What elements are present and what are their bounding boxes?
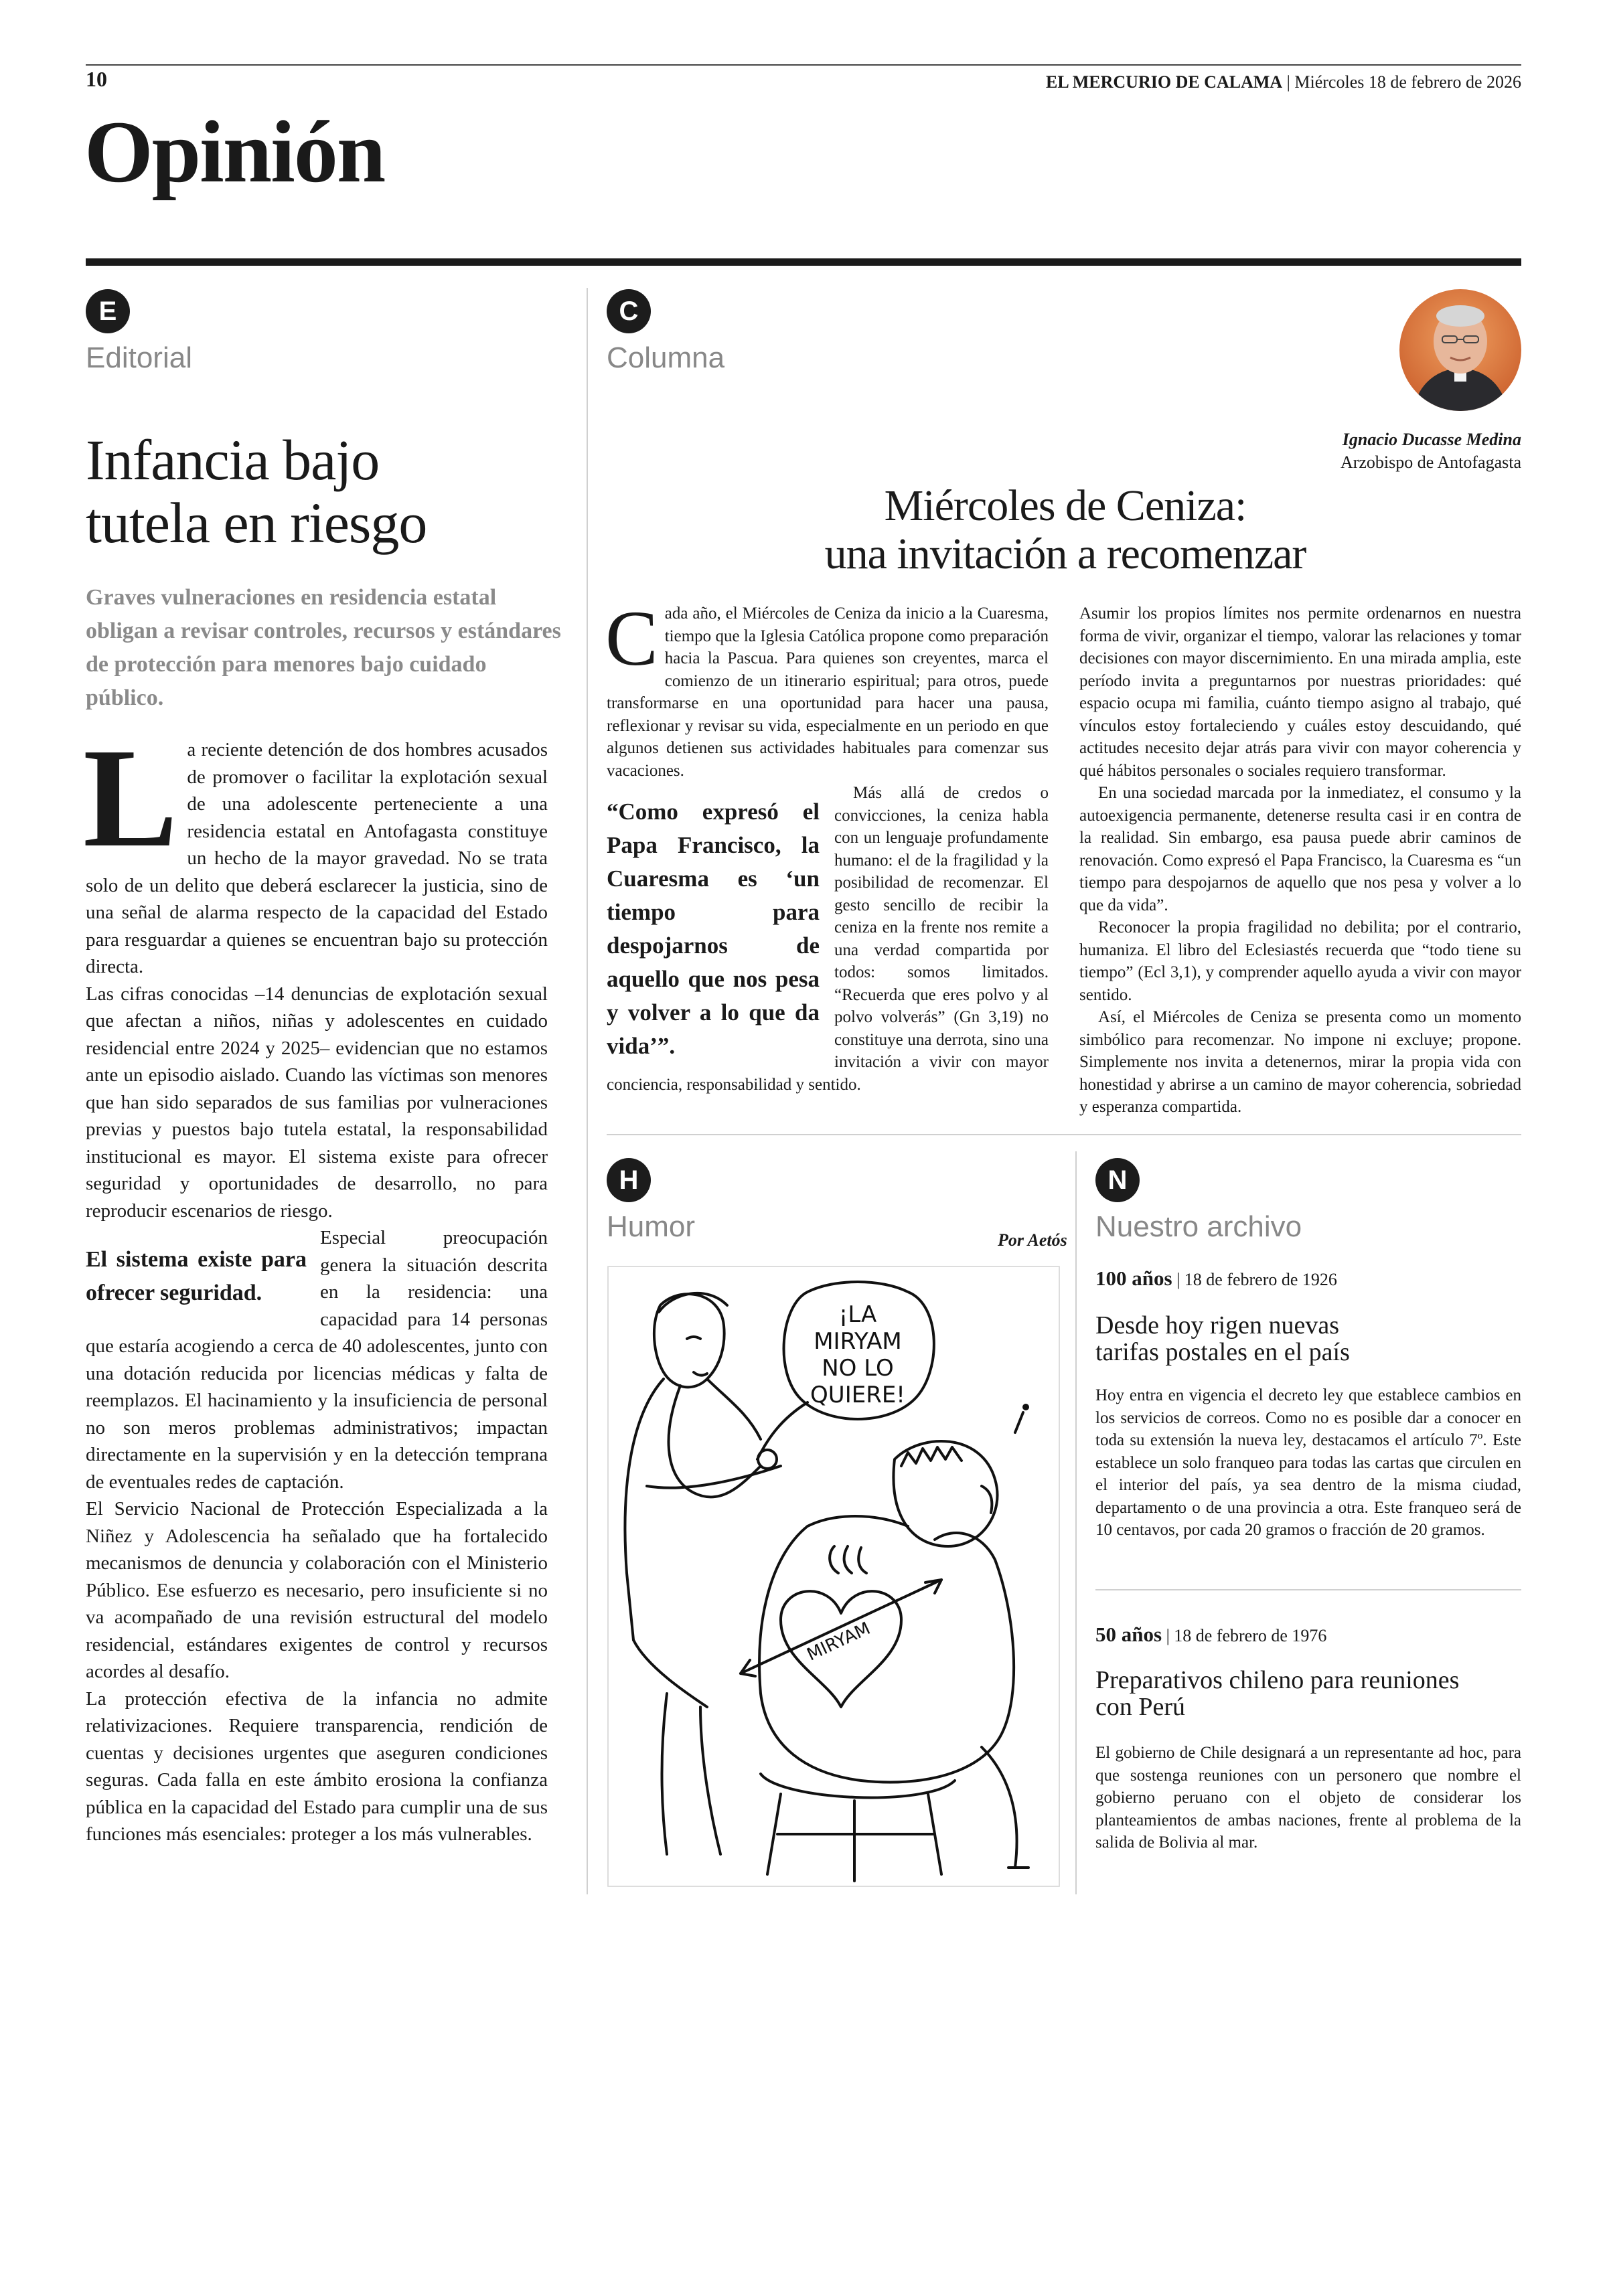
column-title-line1: Miércoles de Ceniza: [884, 481, 1247, 530]
editorial-title [86, 428, 568, 554]
heart-label: MIRYAM [804, 1618, 874, 1665]
column-dropcap: C [605, 594, 658, 682]
archive-headline [1095, 1312, 1521, 1366]
humor-byline: Por Aetós [998, 1230, 1067, 1250]
editorial-pull-quote: El sistema existe para ofrecer seguridad. [86, 1247, 307, 1305]
column-title-line2: una invitación a recomenzar [824, 529, 1306, 578]
author-photo [1399, 289, 1521, 411]
column-divider-lower [1075, 1151, 1077, 1894]
archive-date: 18 de febrero de 1926 [1184, 1270, 1337, 1289]
archive-divider [1095, 1589, 1521, 1590]
editorial-paragraph: La protección efectiva de la infancia no admite relativizaciones. Requiere transparencia, rendición de cuentas y decisiones urgentes que aseguren condiciones seguras. Cada falla en este ámbito erosiona la confianza pública en la capacidad del Estado para cumplir una de sus funciones más esenciales: proteger a los más vulnerables. [86, 1688, 548, 1845]
editorial-paragraph: a reciente detención de dos hombres acusados de promover o facilitar la explotación sexual de una adolescente perteneciente a una residencia estatal en Antofagasta constituye un hecho de la mayor gravedad. No se trata solo de un delito que deberá esclarecer la justicia, sino de una señal de alarma respecto de la capacidad del Estado para resguardar a quienes se encuentran bajo su protección directa. [86, 739, 548, 977]
column-paragraph: Reconocer la propia fragilidad no debilita; por el contrario, humaniza. El libro del Eclesiastés recuerda que “todo tiene su tiempo” (Ecl 3,1), y comprender aquello ayuda a vivir con mayor sentido. [1079, 918, 1521, 1004]
archive-headline [1095, 1667, 1521, 1720]
author-portrait-icon [1399, 289, 1521, 411]
author-name: Ignacio Ducasse Medina [1342, 430, 1521, 449]
editorial-badge: E [86, 289, 130, 333]
bubble-line1: ¡LA [838, 1301, 877, 1328]
column-badge: C [607, 289, 651, 333]
editorial-kicker: Editorial [86, 341, 192, 374]
column-paragraph: ada año, el Miércoles de Ceniza da inicio a la Cuaresma, tiempo que la Iglesia Católica propone como preparación hacia la Pascua. Para quienes son creyentes, marca el comienzo de un itinerario espiritual; para otros, puede transformarse en una oportunidad para hacer una pausa, reflexionar y revisar su vida, especialmente en un periodo en que algunos detienen sus actividades habituales para comenzar sus vacaciones. [607, 604, 1049, 780]
column-title [609, 482, 1521, 578]
bubble-line2: MIRYAM [814, 1328, 902, 1355]
author-role: Arzobispo de Antofagasta [1340, 453, 1521, 472]
column-paragraph: En una sociedad marcada por la inmediatez, el consumo y la autoexigencia permanente, detenerse resulta casi ir en contra de la realidad. Sin embargo, esa pausa puede abrir caminos de renovación. Como expresó el Papa Francisco, la Cuaresma es “un tiempo para despojarnos de aquello que nos pesa y volver a lo que da vida”. [1079, 784, 1521, 914]
middle-rule [607, 1134, 1521, 1135]
header-rule [86, 64, 1521, 66]
section-title: Opinión [84, 102, 385, 201]
masthead-paper: EL MERCURIO DE CALAMA [1045, 72, 1283, 92]
column-pull-quote: “Como expresó el Papa Francisco, la Cuaresma es ‘un tiempo para despojarnos de aquello que nos pesa y volver a lo que da vida’”. [607, 799, 820, 1059]
editorial-paragraph: Las cifras conocidas –14 denuncias de explotación sexual que afectan a niños, niñas y adolescentes en cuidado residencial entre 2024 y 2025– evidencian que no estamos ante un episodio aislado. Cuando las víctimas son menores que han sido separados de sus familias por vulneraciones previas y puestos bajo tutela estatal, la responsabilidad institucional es mayor. El sistema existe para ofrecer seguridad y oportunidades de desarrollo, no para reproducir escenarios de riesgo. [86, 983, 548, 1222]
column-kicker: Columna [607, 341, 725, 374]
archive-item-date-row: 100 años | 18 de febrero de 1926 [1095, 1266, 1337, 1290]
column-text-right [1079, 602, 1521, 1119]
editorial-body [83, 719, 548, 1848]
archive-kicker: Nuestro archivo [1095, 1210, 1302, 1243]
page-number: 10 [86, 67, 107, 91]
humor-badge: H [607, 1158, 651, 1202]
archive-text: El gobierno de Chile designará a un representante ad hoc, para que sostenga reuniones con un personero que nombre el gobierno peruano con el objeto de considerar los planteamientos de ambas naciones, frente al problema de la salida de Bolivia al mar. [1095, 1744, 1521, 1852]
humor-kicker: Humor [607, 1210, 696, 1243]
archive-item-date-row: 50 años | 18 de febrero de 1976 [1095, 1623, 1327, 1646]
editorial-title-line2: tutela en riesgo [86, 491, 427, 555]
archive-date: 18 de febrero de 1976 [1174, 1626, 1327, 1645]
section-rule [86, 258, 1521, 266]
editorial-lead: Graves vulneraciones en residencia estatal obligan a revisar controles, recursos y estándares de protección para menores bajo cuidado público. [86, 585, 561, 710]
column-divider [587, 288, 588, 1894]
bubble-line3: NO LO [822, 1355, 894, 1382]
editorial-dropcap: L [83, 719, 178, 876]
archive-years: 50 años [1095, 1623, 1162, 1646]
editorial-paragraph: Especial preocupación genera la situación descrita en la residencia: una capacidad para 14 personas que estaría acogiendo a cerca de 40 adolescentes, junto con una dotación reducida por licencias médicas y falta de reemplazos. El hacinamiento y la insuficiencia de personal no son meros problemas administrativos; impactan directamente en la supervisión y en la detección temprana de eventuales redes de captación. [86, 1227, 548, 1493]
column-paragraph: Más allá de credos o convicciones, la ceniza habla con un lenguaje profundamente humano: el de la fragilidad y la posibilidad de recomenzar. El gesto sencillo de recibir la ceniza en la frente nos remite a una verdad compartida por todos: somos limitados. “Recuerda que eres polvo y al polvo volverás” (Gn 3,19) no constituye una derrota, sino una invitación a vivir con mayor conciencia, responsabilidad y sentido. [607, 784, 1049, 1094]
masthead: EL MERCURIO DE CALAMA | Miércoles 18 de febrero de 2026 [1045, 72, 1521, 92]
humor-cartoon [607, 1265, 1061, 1888]
column-text-left [605, 594, 1049, 1096]
archive-years: 100 años [1095, 1266, 1172, 1290]
archive-headline-line1: Preparativos chileno para reuniones [1095, 1666, 1460, 1694]
archive-badge: N [1095, 1158, 1140, 1202]
column-paragraph: Asumir los propios límites nos permite ordenarnos en nuestra forma de vivir, organizar el tiempo, valorar las relaciones y tomar decisiones con mayor discernimiento. En una mirada amplia, este período invita a preguntarnos por nuestras prioridades: qué espacio ocupa mi familia, cuánto tiempo asigno al trabajo, qué vínculos estoy fortaleciendo y cuáles estoy descuidando, qué actitudes necesito dejar atrás para vivir con mayor coherencia y qué hábitos personales o sociales requiero transformar. [1079, 604, 1521, 780]
column-author [1341, 428, 1521, 474]
archive-text: Hoy entra en vigencia el decreto ley que establece cambios en los servicios de correos. Como no es posible dar a conocer en toda su extensión la nueva ley, destacamos el artículo 7º. Este establece un solo franqueo para todas las cartas que circulen en el interior del país, ya sea dentro de la misma ciudad, departamento o de una provincia a otra. Este franqueo será de 10 centavos, por cada 20 gramos o fracción de 20 gramos. [1095, 1386, 1521, 1539]
column-paragraph: Así, el Miércoles de Ceniza se presenta como un momento simbólico para recomenzar. No impone ni excluye; propone. Simplemente nos invita a detenernos, mirar la propia vida con honestidad y abrirse a un camino de mayor coherencia, sobriedad y esperanza compartida. [1079, 1008, 1521, 1116]
archive-headline-line1: Desde hoy rigen nuevas [1095, 1311, 1340, 1339]
bubble-line4: QUIERE! [810, 1382, 905, 1408]
editorial-paragraph: El Servicio Nacional de Protección Especializada a la Niñez y Adolescencia ha señalado que ha fortalecido mecanismos de denuncia y colaboración con el Ministerio Público. Ese esfuerzo es necesario, pero insuficiente si no va acompañado de una revisión estructural del modelo residencial, estándares exigentes de control y recursos acordes al desafío. [86, 1498, 548, 1682]
editorial-title-line1: Infancia bajo [86, 428, 380, 492]
doctor-patient-cartoon-icon [607, 1265, 1061, 1888]
archive-headline-line2: tarifas postales en el país [1095, 1338, 1350, 1366]
masthead-date: Miércoles 18 de febrero de 2026 [1294, 72, 1521, 92]
archive-headline-line2: con Perú [1095, 1693, 1186, 1721]
